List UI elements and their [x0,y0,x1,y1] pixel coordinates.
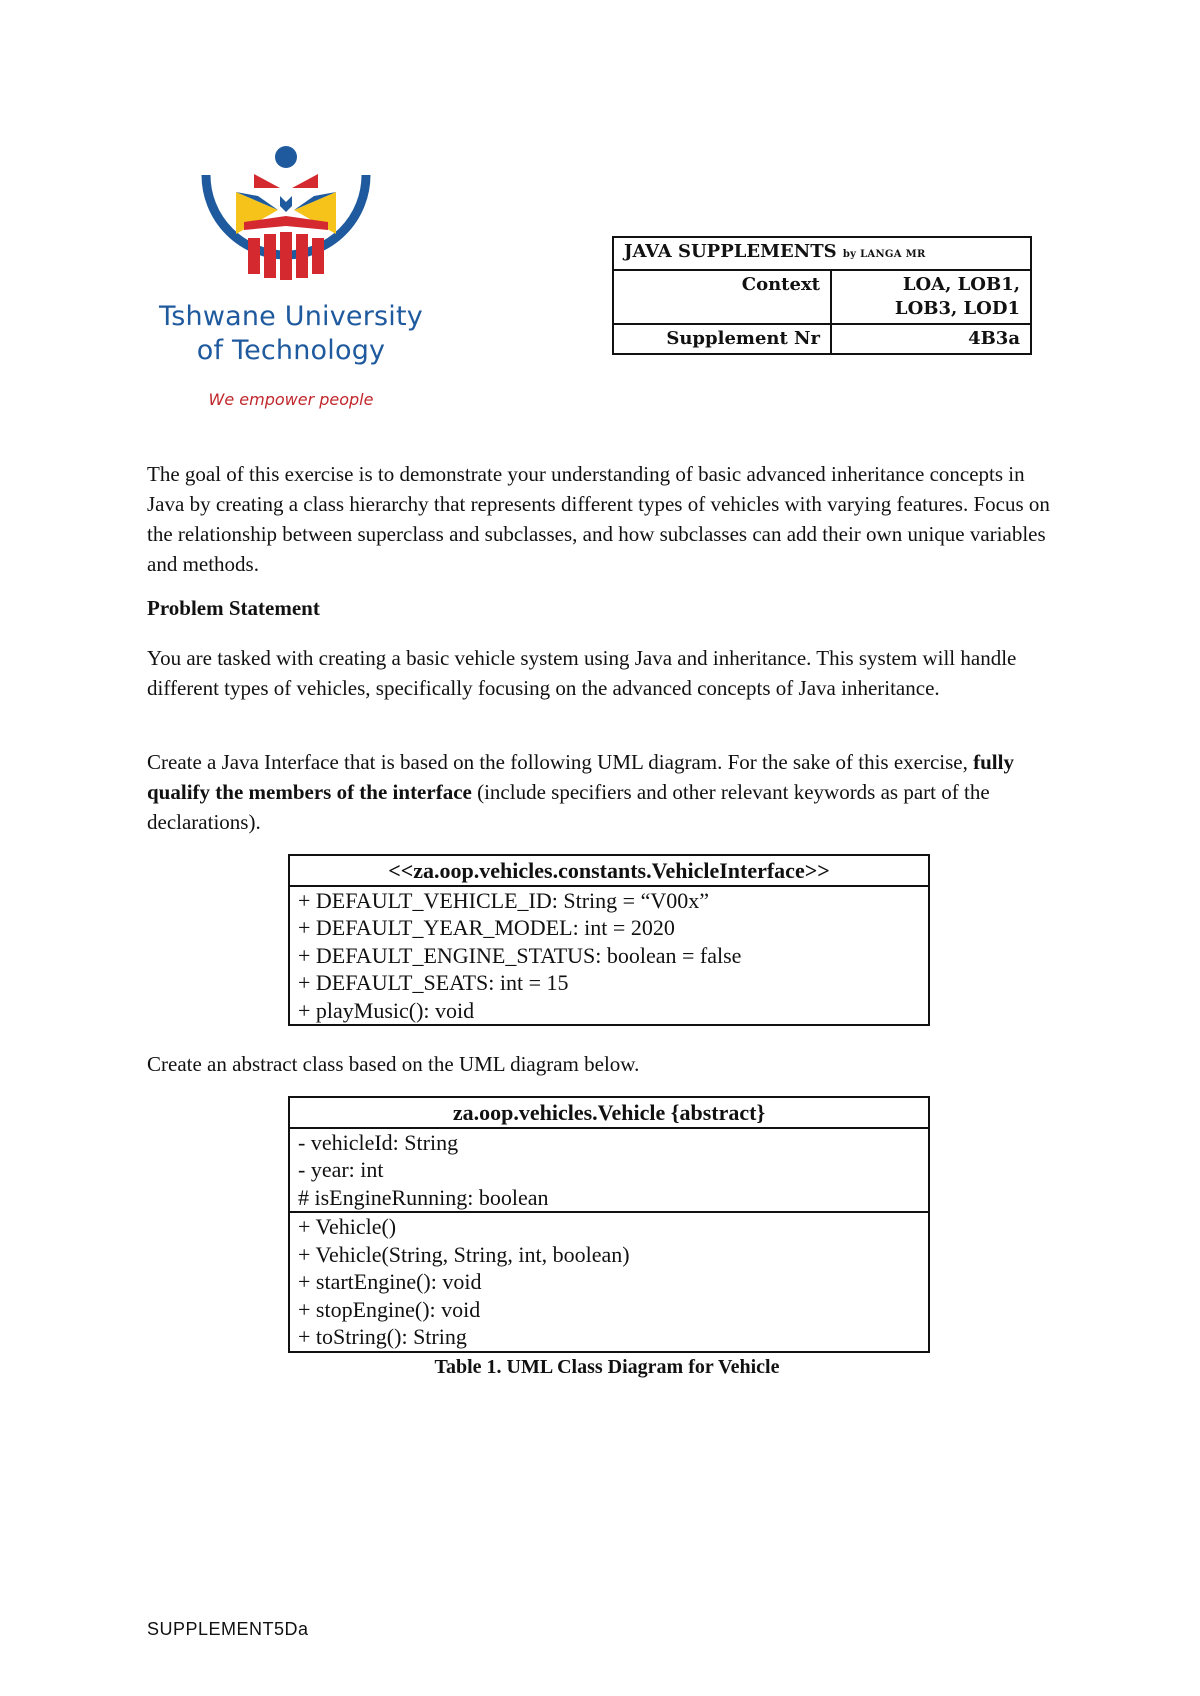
logo-emblem-icon [140,140,440,300]
info-table-title-cell [613,237,1031,270]
interface-uml-title: <<za.oop.vehicles.constants.VehicleInterface>> [290,856,928,887]
uml-method: + stopEngine(): void [298,1296,481,1322]
interface-uml-diagram [288,854,930,1026]
uml-member: + playMusic(): void [298,997,475,1023]
interface-uml-members [290,887,928,1025]
context-label: Context [613,270,831,324]
uml-member: + DEFAULT_ENGINE_STATUS: boolean = false [298,942,742,968]
uml-method: + Vehicle() [298,1214,397,1239]
uml-attribute: - year: int [298,1157,384,1182]
uml-member: + DEFAULT_SEATS: int = 15 [298,970,569,995]
logo-name-line-2: of Technology [196,335,386,366]
supplement-info-table [612,236,1032,355]
interface-instruction-emphasis: fully qualify the members of the interface [147,750,1014,804]
interface-instruction-text: Create a Java Interface that is based on the following UML diagram. For the sake of this exercise, [147,750,974,774]
info-table-title: JAVA SUPPLEMENTS [624,241,837,262]
table-caption: Table 1. UML Class Diagram for Vehicle [434,1356,780,1378]
supplement-nr-value: 4B3a [831,324,1031,354]
context-value [831,270,1031,324]
context-value-line-1: LOA, LOB1, [902,274,1020,295]
abstract-instruction-paragraph: Create an abstract class based on the UML diagram below. [147,1052,640,1076]
vehicle-uml-methods [290,1211,928,1351]
info-table-author: by LANGA MR [842,249,926,260]
page-footer: SUPPLEMENT5Da [147,1619,309,1639]
uml-method: + toString(): String [298,1324,467,1349]
interface-instruction-text-end: (include specifiers and other relevant keywords as part of the declarations). [147,780,990,834]
uml-attribute: # isEngineRunning: boolean [298,1184,549,1210]
interface-instruction-paragraph [147,747,1067,837]
context-value-line-2: LOB3, LOD1 [894,298,1020,319]
logo-name-line-1: Tshwane University [159,301,423,332]
vehicle-uml-diagram [288,1096,930,1353]
supplement-nr-label: Supplement Nr [613,324,831,354]
uml-member: + DEFAULT_YEAR_MODEL: int = 2020 [298,915,675,940]
logo-university-name [146,300,436,368]
vehicle-uml-attributes [290,1129,928,1212]
intro-paragraph: The goal of this exercise is to demonstrate your understanding of basic advanced inheritance concepts in Java by creating a class hierarchy that represents different types of vehicles with varying features. Focus on the relationship between superclass and subclasses, and how subclasses can add their own unique variables and methods. [147,462,1050,576]
problem-statement-paragraph: You are tasked with creating a basic vehicle system using Java and inheritance. This system will handle different types of vehicles, specifically focusing on the advanced concepts of Java inheritance. [147,646,1017,700]
logo-tagline: We empower people [208,390,374,409]
uml-method: + Vehicle(String, String, int, boolean) [298,1241,630,1267]
vehicle-uml-title: za.oop.vehicles.Vehicle {abstract} [290,1098,928,1129]
problem-statement-heading: Problem Statement [147,596,320,620]
uml-member: + DEFAULT_VEHICLE_ID: String = “V00x” [298,887,709,913]
university-logo [140,140,440,420]
uml-method: + startEngine(): void [298,1269,482,1294]
uml-attribute: - vehicleId: String [298,1129,459,1155]
